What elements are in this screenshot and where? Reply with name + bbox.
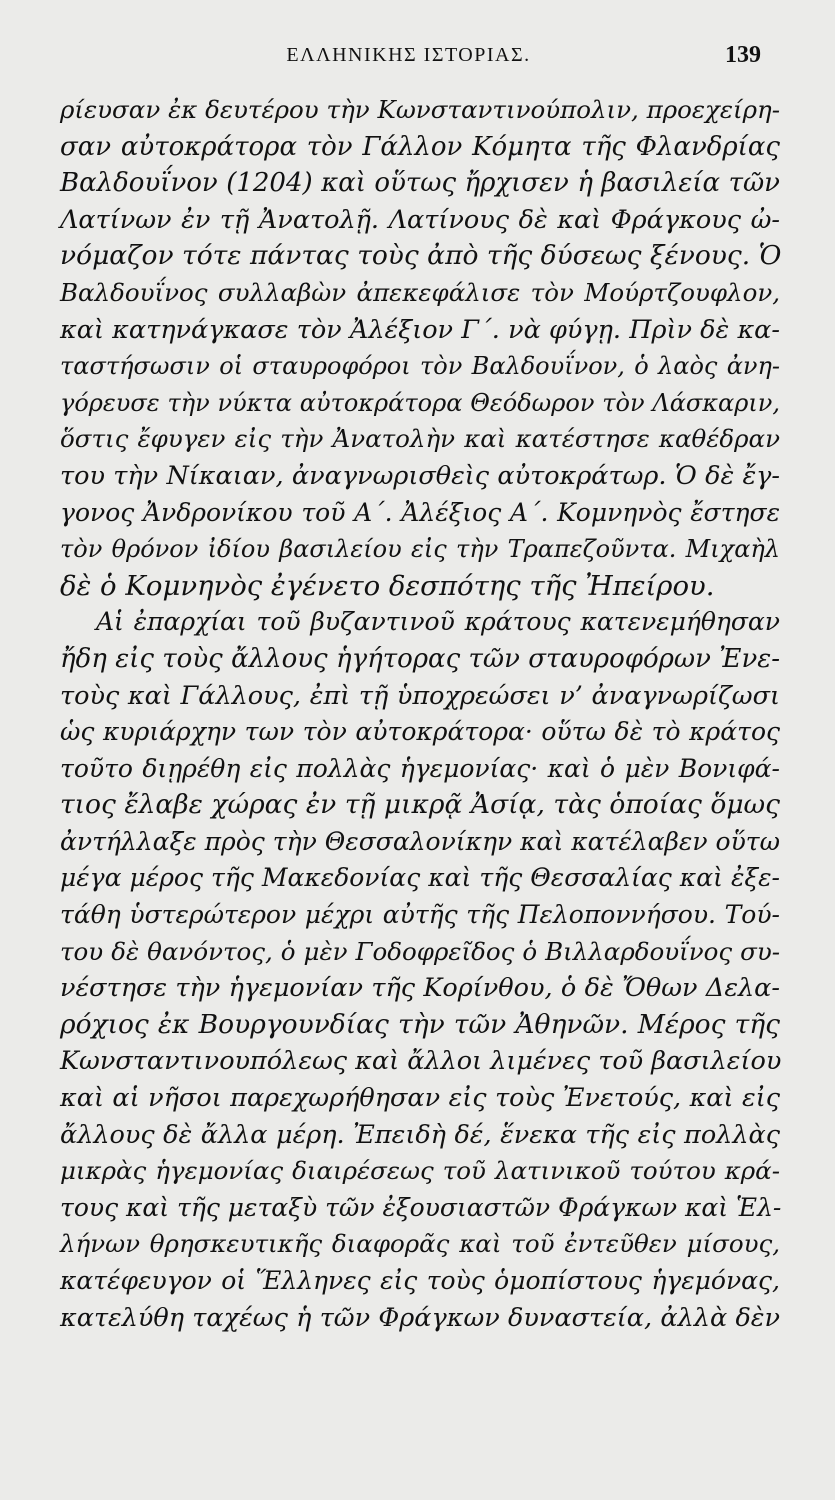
paragraph-start-line: Αἱ ἐπαρχίαι τοῦ βυζαντινοῦ κράτους κατενεμήθησαν: [96, 607, 780, 637]
text-line: τους καὶ τῆς μεταξὺ τῶν ἐξουσιαστῶν Φράγκων καὶ Ἑλ-: [60, 1192, 782, 1222]
body-text: [60, 92, 780, 1336]
text-line: καὶ κατηνάγκασε τὸν Ἀλέξιον Γ΄. νὰ φύγῃ. Πρὶν δὲ κα-: [60, 314, 780, 345]
text-line: μέγα μέρος τῆς Μακεδονίας καὶ τῆς Θεσσαλίας καὶ ἐξε-: [60, 863, 780, 893]
text-line: Λατίνων ἐν τῇ Ἀνατολῇ. Λατίνους δὲ καὶ Φράγκους ὠ-: [60, 204, 780, 235]
text-line: τάθη ὑστερώτερον μέχρι αὐτῆς τῆς Πελοποννήσου. Τού-: [60, 900, 780, 930]
text-line: ἄλλους δὲ ἄλλα μέρη. Ἐπειδὴ δέ, ἕνεκα τῆς εἰς πολλὰς: [60, 1119, 780, 1150]
text-line: Κωνσταντινουπόλεως καὶ ἄλλοι λιμένες τοῦ βασιλείου: [60, 1046, 782, 1077]
text-line: ἀντήλλαξε πρὸς τὴν Θεσσαλονίκην καὶ κατέλαβεν οὕτω: [60, 826, 780, 856]
text-line: ἤδη εἰς τοὺς ἄλλους ἡγήτορας τῶν σταυροφόρων Ἐνε-: [60, 643, 780, 674]
text-line: του δὲ θανόντος, ὁ μὲν Γοδοφρεῖδος ὁ Βιλλαρδουΐνος συ-: [60, 936, 780, 966]
text-line: λήνων θρησκευτικῆς διαφορᾶς καὶ τοῦ ἐντεῦθεν μίσους,: [60, 1229, 780, 1259]
text-line: ταστήσωσιν οἱ σταυροφόροι τὸν Βαλδουΐνον, ὁ λαὸς ἀνη-: [60, 352, 780, 381]
page-number: 139: [725, 42, 761, 68]
text-line: γονος Ἀνδρονίκου τοῦ Α΄. Ἀλέξιος Α΄. Κομνηνὸς ἔστησε: [60, 497, 780, 527]
text-line: ὡς κυριάρχην των τὸν αὐτοκράτορα· οὕτω δὲ τὸ κράτος: [60, 717, 780, 747]
text-line: γόρευσε τὴν νύκτα αὐτοκράτορα Θεόδωρον τὸν Λάσκαριν,: [60, 388, 780, 417]
text-line: Βαλδουΐνον (1204) καὶ οὕτως ἤρχισεν ἡ βασιλεία τῶν: [60, 168, 780, 199]
text-line: τιος ἔλαβε χώρας ἐν τῇ μικρᾷ Ἀσίᾳ, τὰς ὁποίας ὅμως: [60, 789, 780, 821]
text-line: καὶ αἱ νῆσοι παρεχωρήθησαν εἰς τοὺς Ἐνετούς, καὶ εἰς: [60, 1083, 780, 1114]
running-title: ΕΛΛΗΝΙΚΗΣ ΙΣΤΟΡΙΑΣ.: [286, 44, 531, 66]
text-line: κατελύθη ταχέως ἡ τῶν Φράγκων δυναστεία, ἀλλὰ δὲν: [60, 1302, 780, 1333]
paragraph-end-line: δὲ ὁ Κομνηνὸς ἐγένετο δεσπότης τῆς Ἠπείρου.: [60, 569, 715, 602]
text-line: νέστησε τὴν ἡγεμονίαν τῆς Κορίνθου, ὁ δὲ Ὄθων Δελα-: [60, 973, 780, 1004]
text-line: μικρὰς ἡγεμονίας διαιρέσεως τοῦ λατινικοῦ τούτου κρά-: [60, 1156, 780, 1186]
text-line: τοὺς καὶ Γάλλους, ἐπὶ τῇ ὑποχρεώσει ν’ ἀναγνωρίζωσι: [60, 680, 780, 711]
text-line: κατέφευγον οἱ Ἕλληνες εἰς τοὺς ὁμοπίστους ἡγεμόνας,: [60, 1266, 780, 1295]
text-line: τοῦτο διῃρέθη εἰς πολλὰς ἡγεμονίας· καὶ ὁ μὲν Βονιφά-: [60, 753, 780, 783]
running-head: [72, 42, 761, 74]
text-line: σαν αὐτοκράτορα τὸν Γάλλον Κόμητα τῆς Φλανδρίας: [60, 131, 780, 162]
text-line: Βαλδουΐνος συλλαβὼν ἀπεκεφάλισε τὸν Μούρτζουφλον,: [60, 277, 780, 307]
text-line: νόμαζον τότε πάντας τοὺς ἀπὸ τῆς δύσεως ξένους. Ὁ: [60, 240, 782, 272]
text-line: του τὴν Νίκαιαν, ἀναγνωρισθεὶς αὐτοκράτωρ. Ὁ δὲ ἔγ-: [60, 460, 780, 491]
text-line: τὸν θρόνον ἰδίου βασιλείου εἰς τὴν Τραπεζοῦντα. Μιχαὴλ: [60, 535, 780, 564]
text-line: ρίευσαν ἐκ δευτέρου τὴν Κωνσταντινούπολιν, προεχείρη-: [60, 95, 780, 124]
text-line: ὅστις ἔφυγεν εἰς τὴν Ἀνατολὴν καὶ κατέστησε καθέδραν: [60, 424, 780, 454]
text-line: ρόχιος ἐκ Βουργουνδίας τὴν τῶν Ἀθηνῶν. Μέρος τῆς: [60, 1008, 780, 1040]
